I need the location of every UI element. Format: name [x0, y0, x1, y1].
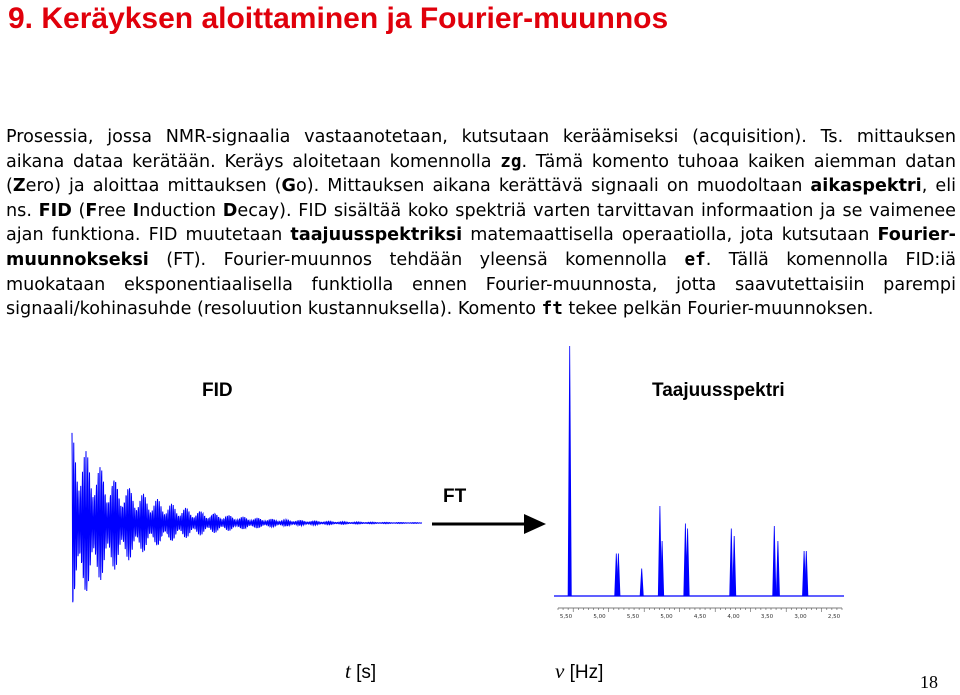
- spectrum-peak-12: [776, 541, 779, 596]
- spectrum-tick-label: 3,50: [760, 614, 774, 620]
- fid-plot: [70, 420, 430, 640]
- spectrum-peak-4: [640, 569, 643, 597]
- ft-arrow-head: [524, 514, 546, 534]
- spectrum-label: Taajuusspektri: [652, 380, 785, 401]
- spectrum-peak-8: [686, 529, 689, 597]
- paragraph-line-1: Prosessia, jossa NMR-signaalia vastaanotetaan, kutsutaan keräämiseksi (acquisition). Ts. mittauksen: [6, 127, 956, 147]
- spectrum-tick-label: 5,00: [593, 614, 606, 620]
- spectrum-tick-label: 5,50: [559, 614, 573, 620]
- spectrum-peak-3: [617, 554, 620, 597]
- command-zg: zg: [500, 151, 522, 172]
- paragraph-line-6: muunnokseksi (FT). Fourier-muunnos tehdään yleensä komennolla ef. Tällä komennolla FID:iä: [6, 249, 956, 270]
- spectrum-tick-label: 2,50: [827, 614, 841, 620]
- spectrum-peak-1: [568, 346, 571, 596]
- paragraph-line-8: signaali/kohinasuhde (resoluution kustannuksella). Komento ft tekee pelkän Fourier-muunnoksen.: [6, 299, 874, 320]
- spectrum-tick-label: 5,00: [660, 614, 673, 620]
- paragraph-line-7: muokataan eksponentiaalisella funktiolla ennen Fourier-muunnosta, jotta saavutettaisiin parempi: [6, 274, 956, 295]
- spectrum-peak-14: [805, 551, 808, 596]
- paragraph-line-5: ajan funktiona. FID muutetaan taajuusspektriksi matemaattisella operaatiolla, jota kutsutaan Fourier-: [6, 225, 956, 246]
- slide-title: 9. Keräyksen aloittaminen ja Fourier-muunnos: [8, 2, 669, 35]
- ft-arrow: [430, 505, 550, 545]
- fid-signal-line: [72, 433, 422, 602]
- command-ft: ft: [541, 299, 563, 320]
- ft-label: FT: [443, 486, 467, 507]
- fid-label: FID: [202, 380, 233, 401]
- time-axis-label: t [s]: [345, 659, 377, 683]
- command-ef: ef: [684, 249, 706, 270]
- spectrum-peak-11: [773, 526, 776, 596]
- spectrum-tick-label: 4,50: [693, 614, 707, 620]
- frequency-axis-label: ν [Hz]: [555, 659, 604, 683]
- spectrum-plot: [550, 340, 850, 640]
- paragraph-line-4: ns. FID (Free Induction Decay). FID sisältää koko spektriä varten tarvittavan informaation ja se vaimenee: [6, 200, 956, 221]
- spectrum-tick-label: 3,00: [794, 614, 807, 620]
- spectrum-peak-10: [733, 536, 736, 596]
- spectrum-tick-label: 4,00: [727, 614, 740, 620]
- spectrum-peak-9: [730, 529, 733, 597]
- spectrum-tick-label: 5,50: [626, 614, 640, 620]
- paragraph-line-3: (Zero) ja aloittaa mittauksen (Go). Mittauksen aikana kerättävä signaali on muodoltaan aikaspektri, eli: [6, 176, 956, 197]
- paragraph-line-2: aikana dataa kerätään. Keräys aloitetaan komennolla zg. Tämä komento tuhoaa kaiken aiemman datan: [6, 151, 956, 172]
- page-number: 18: [920, 672, 938, 692]
- body-paragraph: [6, 125, 956, 322]
